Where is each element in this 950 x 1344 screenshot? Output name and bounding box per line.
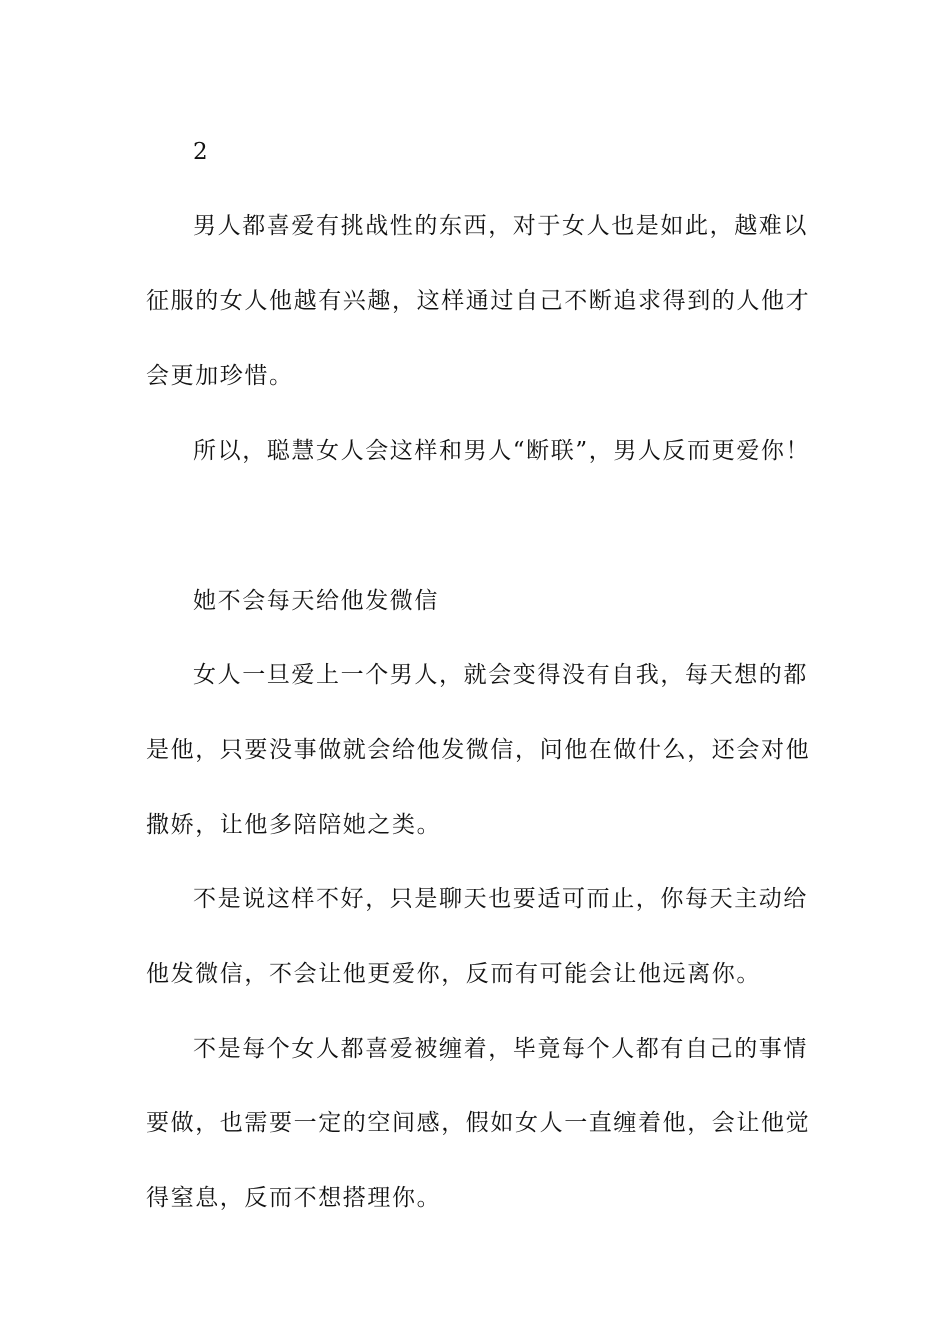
paragraph-line: 男人都喜爱有挑战性的东西，对于女人也是如此，越难以 <box>193 213 808 239</box>
section-heading: 她不会每天给他发微信 <box>193 588 439 614</box>
paragraph-line: 所以，聪慧女人会这样和男人“断联”，男人反而更爱你！ <box>193 438 811 464</box>
paragraph-line: 不是每个女人都喜爱被缠着，毕竟每个人都有自己的事情 <box>193 1036 808 1062</box>
section-number: 2 <box>193 139 210 165</box>
paragraph-line: 会更加珍惜。 <box>146 363 294 389</box>
paragraph-line: 不是说这样不好，只是聊天也要适可而止，你每天主动给 <box>193 886 808 912</box>
paragraph-line: 女人一旦爱上一个男人，就会变得没有自我，每天想的都 <box>193 662 808 688</box>
paragraph-line: 是他，只要没事做就会给他发微信，问他在做什么，还会对他 <box>146 737 811 763</box>
paragraph-line: 撒娇，让他多陪陪她之类。 <box>146 812 442 838</box>
paragraph-line: 要做，也需要一定的空间感，假如女人一直缠着他，会让他觉 <box>146 1110 811 1136</box>
paragraph-line: 得窒息，反而不想搭理你。 <box>146 1185 442 1211</box>
paragraph-line: 他发微信，不会让他更爱你，反而有可能会让他远离你。 <box>146 961 761 987</box>
paragraph-line: 征服的女人他越有兴趣，这样通过自己不断追求得到的人他才 <box>146 288 811 314</box>
